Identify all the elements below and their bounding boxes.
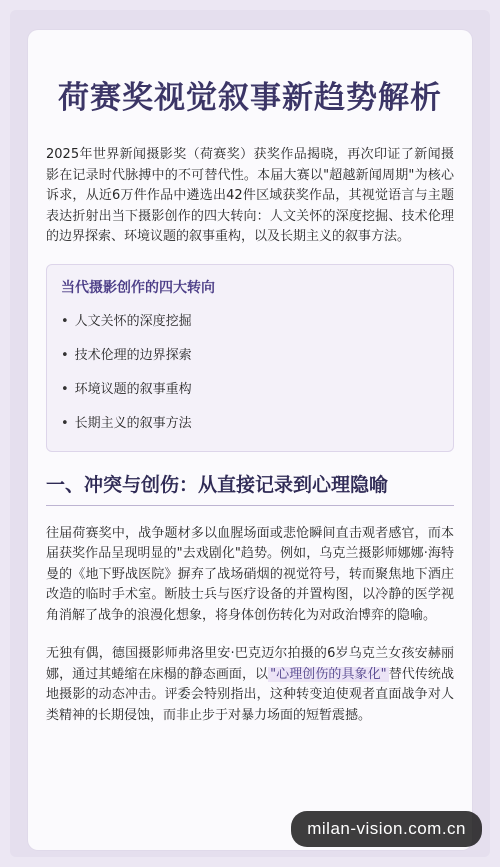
para-text: 无独有偶，德国摄影师弗洛里安·巴克迈尔拍摄的6岁乌克兰女孩安赫丽娜，通过其蜷缩在床榻的静态画面，以 [46,646,454,682]
article-title: 荷赛奖视觉叙事新趋势解析 [58,80,442,116]
trend-item: • 技术伦理的边界探索 [61,339,439,373]
box-title: 当代摄影创作的四大转向 [61,279,215,296]
trend-item: • 环境议题的叙事重构 [61,373,439,407]
para-text: 替代传统战地摄影的动态冲击。评委会特别指出，这种转变迫使观者直面战争对人类精神的长期侵蚀，而非止步于对暴力场面的短暂震撼。 [46,666,454,723]
article-card [28,30,472,850]
highlight-text: "心理创伤的具象化" [270,666,387,682]
trend-item: • 长期主义的叙事方法 [61,407,439,441]
section-heading: 一、冲突与创伤：从直接记录到心理隐喻 [46,470,454,506]
four-trends-box [46,264,454,452]
intro-paragraph: 2025年世界新闻摄影奖（荷赛奖）获奖作品揭晓，再次印证了新闻摄影在记录时代脉搏中的不可替代性。本届大赛以"超越新闻周期"为核心诉求，从近6万件作品中遴选出42件区域获奖作品，其视觉语言与主题表达折射出当下摄影创作的四大转向：人文关怀的深度挖掘、技术伦理的边界探索、环境议题的叙事重构，以及长期主义的叙事方法。 [46,147,454,244]
section-paragraph [46,644,454,726]
section-paragraph: 往届荷赛奖中，战争题材多以血腥场面或悲怆瞬间直击观者感官，而本届获奖作品呈现明显的"去戏剧化"趋势。例如，乌克兰摄影师娜娜·海特曼的《地下野战医院》摒弃了战场硝烟的视觉符号，转而聚焦地下酒庄改造的临时手术室。断肢士兵与医疗设备的并置构图，以冷静的医学视角消解了战争的浪漫化想象，将身体创伤转化为对政治博弈的隐喻。 [46,525,454,623]
trend-item: • 人文关怀的深度挖掘 [61,305,439,339]
watermark: milan-vision.com.cn [291,811,482,847]
